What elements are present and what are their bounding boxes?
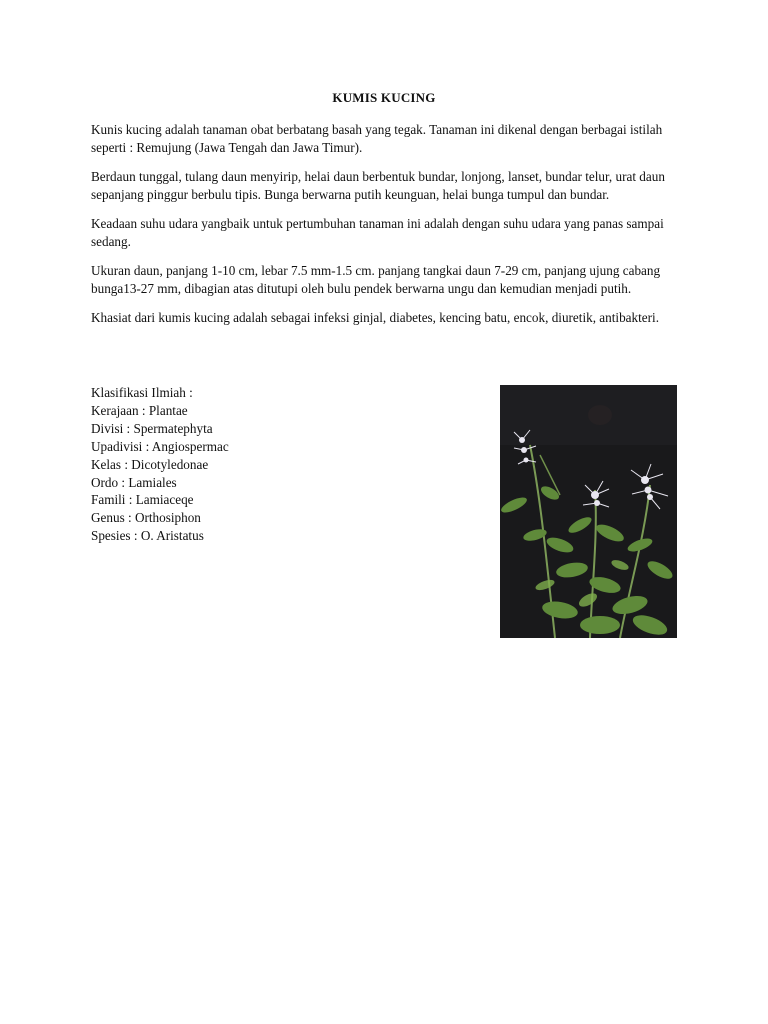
classification-family: Famili : Lamiaceqe (91, 492, 194, 508)
classification-genus: Genus : Orthosiphon (91, 510, 201, 526)
classification-subdivision: Upadivisi : Angiospermac (91, 438, 229, 454)
classification-division: Divisi : Spermatephyta (91, 420, 213, 436)
plant-photo (500, 385, 677, 638)
classification-list (91, 384, 391, 545)
paragraph-leaf-size: Ukuran daun, panjang 1-10 cm, lebar 7.5 mm-1.5 cm. panjang tangkai daun 7-29 cm, panjang ujung cabang bunga13-27 mm, dibagian atas ditutupi oleh bulu pendek berwarna ungu dan kemudian menjadi putih. (91, 263, 661, 296)
document-title: KUMIS KUCING (332, 90, 436, 105)
paragraph-intro: Kunis kucing adalah tanaman obat berbatang basah yang tegak. Tanaman ini dikenal dengan berbagai istilah seperti : Remujung (Jawa Tengah dan Jawa Timur). (91, 122, 663, 155)
classification-kingdom: Kerajaan : Plantae (91, 402, 188, 418)
paragraph-morphology: Berdaun tunggal, tulang daun menyirip, helai daun berbentuk bundar, lonjong, lanset, bundar telur, urat daun sepanjang pinggur berbulu tipis. Bunga berwarna putih keunguan, helai bunga tumpul dan bundar. (91, 169, 665, 202)
paragraph-benefits: Khasiat dari kumis kucing adalah sebagai infeksi ginjal, diabetes, kencing batu, encok, diuretik, antibakteri. (91, 310, 659, 325)
classification-order: Ordo : Lamiales (91, 474, 177, 490)
paragraph-climate: Keadaan suhu udara yangbaik untuk pertumbuhan tanaman ini adalah dengan suhu udara yang panas sampai sedang. (91, 216, 664, 249)
classification-species: Spesies : O. Aristatus (91, 528, 204, 544)
classification-heading: Klasifikasi Ilmiah : (91, 385, 193, 400)
classification-class: Kelas : Dicotyledonae (91, 456, 209, 472)
plant-illustration (500, 385, 677, 638)
document-body (91, 121, 681, 339)
